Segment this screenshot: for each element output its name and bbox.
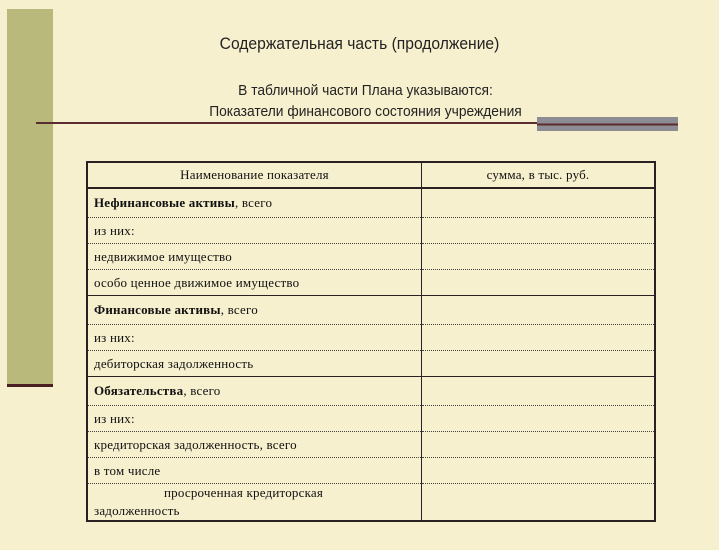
row-label: из них: bbox=[87, 325, 422, 351]
row-label: кредиторская задолженность, всего bbox=[87, 432, 422, 458]
table-row bbox=[87, 432, 655, 458]
row-label bbox=[87, 484, 422, 522]
row-value bbox=[422, 270, 656, 296]
left-decorative-bar bbox=[7, 9, 53, 385]
row-value bbox=[422, 432, 656, 458]
row-label-rest: , всего bbox=[183, 383, 221, 398]
table-row bbox=[87, 484, 655, 522]
title-divider-accent bbox=[537, 117, 678, 131]
row-label: из них: bbox=[87, 218, 422, 244]
financial-indicators-table bbox=[86, 161, 656, 522]
row-value bbox=[422, 325, 656, 351]
row-value bbox=[422, 377, 656, 406]
slide-title: Содержательная часть (продолжение) bbox=[219, 34, 500, 53]
table-row bbox=[87, 244, 655, 270]
row-value bbox=[422, 484, 656, 522]
table-row bbox=[87, 188, 655, 218]
left-bar-underline bbox=[7, 384, 53, 387]
row-label-bold: Нефинансовые активы bbox=[94, 195, 235, 210]
row-label-bold: Обязательства bbox=[94, 383, 184, 398]
table-row bbox=[87, 218, 655, 244]
row-label-line1: просроченная кредиторская bbox=[164, 485, 324, 500]
row-value bbox=[422, 406, 656, 432]
row-label: особо ценное движимое имущество bbox=[87, 270, 422, 296]
row-label-bold: Финансовые активы bbox=[94, 302, 221, 317]
row-label: недвижимое имущество bbox=[87, 244, 422, 270]
row-label bbox=[87, 377, 422, 406]
header-indicator-name: Наименование показателя bbox=[87, 162, 422, 188]
row-label-rest: , всего bbox=[234, 195, 273, 210]
table-header-row bbox=[87, 162, 655, 188]
row-label bbox=[87, 188, 422, 218]
table-row bbox=[87, 296, 655, 325]
table-row bbox=[87, 270, 655, 296]
row-value bbox=[422, 218, 656, 244]
table-row bbox=[87, 458, 655, 484]
table-row bbox=[87, 406, 655, 432]
header-amount: сумма, в тыс. руб. bbox=[422, 162, 656, 188]
row-label: из них: bbox=[87, 406, 422, 432]
row-value bbox=[422, 188, 656, 218]
table-row bbox=[87, 377, 655, 406]
row-value bbox=[422, 351, 656, 377]
row-label-rest: , всего bbox=[220, 302, 258, 317]
row-label: дебиторская задолженность bbox=[87, 351, 422, 377]
slide-subtitle-line1: В табличной части Плана указываются: bbox=[238, 82, 493, 99]
row-label bbox=[87, 296, 422, 325]
row-value bbox=[422, 458, 656, 484]
row-value bbox=[422, 296, 656, 325]
row-value bbox=[422, 244, 656, 270]
row-label: в том числе bbox=[87, 458, 422, 484]
table-row bbox=[87, 351, 655, 377]
table-row bbox=[87, 325, 655, 351]
slide-subtitle-line2: Показатели финансового состояния учреждения bbox=[209, 103, 522, 120]
row-label-line2: задолженность bbox=[94, 503, 180, 518]
